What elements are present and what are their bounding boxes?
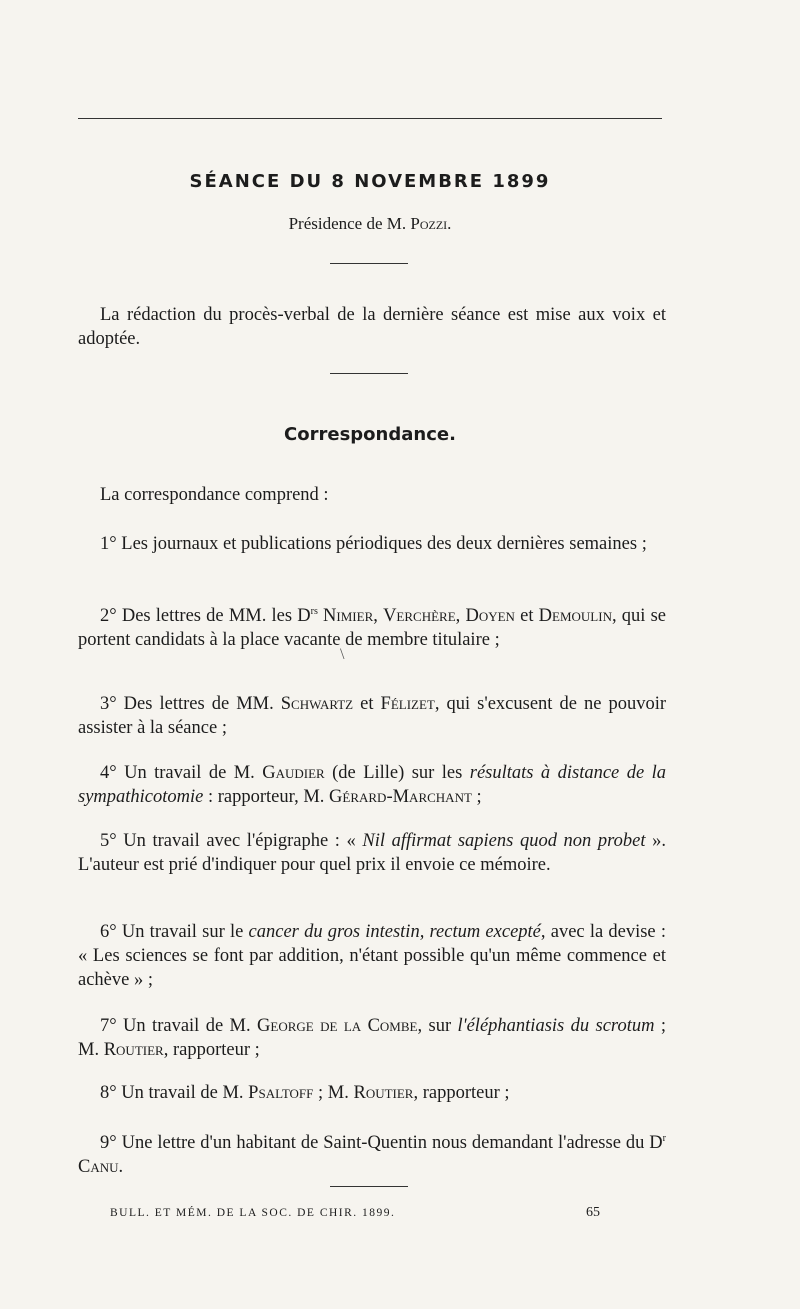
president-name: Pozzi. — [410, 214, 452, 233]
section-heading: Correspondance. — [284, 424, 456, 445]
item-1: 1° Les journaux et publications périodiques des deux dernières semaines ; — [100, 534, 647, 554]
presidence-line — [0, 214, 740, 234]
item-7: 7° Un travail de M. George de la Combe, sur l'éléphantiasis du scrotum ; M. Routier, rapporteur ; — [78, 1016, 666, 1060]
item-5: 5° Un travail avec l'épigraphe : « Nil affirmat sapiens quod non probet ». L'auteur est prié d'indiquer pour quel prix il envoie ce mémoire. — [78, 831, 666, 875]
divider-1 — [330, 263, 408, 264]
presidence-prefix: Présidence de M. — [288, 214, 411, 233]
footer-journal: BULL. ET MÉM. DE LA SOC. DE CHIR. 1899. — [110, 1207, 396, 1219]
item-4: 4° Un travail de M. Gaudier (de Lille) sur les résultats à distance de la sympathicotomie : rapporteur, M. Gérard-Marchant ; — [78, 763, 666, 807]
item-8: 8° Un travail de M. Psaltoff ; M. Routier, rapporteur ; — [100, 1083, 510, 1103]
divider-footer — [330, 1186, 408, 1187]
page-title: SÉANCE DU 8 NOVEMBRE 1899 — [189, 171, 551, 192]
item-2: 2° Des lettres de MM. les $D^{rs}$ Nimier, Verchère, Doyen et Demoulin, qui se portent candidats à la place vacante de membre titulaire ; — [78, 606, 666, 651]
item-9: 9° Une lettre d'un habitant de Saint-Quentin nous demandant l'adresse du $D^r$ Canu. — [78, 1133, 666, 1178]
top-rule — [78, 118, 662, 119]
margin-tick-mark: \ — [340, 646, 345, 663]
page-number: 65 — [586, 1205, 600, 1220]
proces-verbal-paragraph: La rédaction du procès-verbal de la dernière séance est mise aux voix et adoptée. — [78, 305, 666, 349]
correspondance-intro: La correspondance comprend : — [100, 485, 329, 505]
divider-2 — [330, 373, 408, 374]
item-3: 3° Des lettres de MM. Schwartz et Félizet, qui s'excusent de ne pouvoir assister à la séance ; — [78, 694, 667, 738]
item-6: 6° Un travail sur le cancer du gros intestin, rectum excepté, avec la devise : « Les sciences se font par addition, n'étant possible qu'un même commence et achève » ; — [78, 922, 667, 990]
